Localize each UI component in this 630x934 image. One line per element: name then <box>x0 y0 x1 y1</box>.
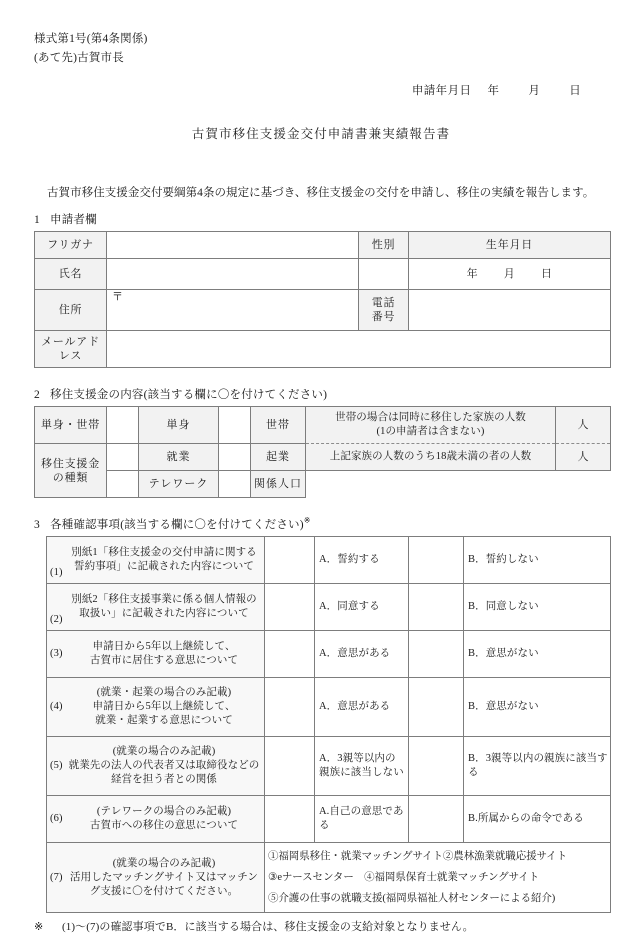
question-1-line1: 別紙1「移住支援金の交付申請に関する <box>71 547 257 558</box>
question-4-line1: (就業・起業の場合のみ記載) <box>96 687 232 698</box>
answer-1-b: B．誓約しない <box>464 537 611 584</box>
table-row-type-telework <box>35 471 611 498</box>
document-title: 古賀市移住支援金交付申請書兼実績報告書 <box>191 127 451 141</box>
empty-cell-1 <box>306 471 556 498</box>
table-row <box>47 537 611 584</box>
answer-3-b: B．意思がない <box>464 631 611 678</box>
question-5-line2: 就業先の法人の代表者又は取締役などの <box>68 760 260 771</box>
question-7-label <box>47 843 265 913</box>
confirmation-table <box>46 536 611 913</box>
question-1-line2: 誓約事項」に記載された内容について <box>74 561 254 572</box>
option-employment: 就業 <box>139 444 219 471</box>
telephone-label-line2: 番号 <box>371 311 396 323</box>
question-4-label <box>47 678 265 737</box>
email-label-line2: レス <box>58 350 83 362</box>
question-4-line3: 就業・起業する意思について <box>95 715 233 726</box>
option-related-population: 関係人口 <box>251 471 306 498</box>
circle-1-a[interactable] <box>265 537 315 584</box>
section2-heading <box>34 386 608 402</box>
table-row <box>47 678 611 737</box>
gender-input[interactable] <box>359 259 409 290</box>
telephone-label-line1: 電話 <box>371 297 396 309</box>
footnote-mark: ※ <box>34 921 44 933</box>
application-date-day[interactable]: 日 <box>569 85 581 97</box>
table-row-address <box>35 290 611 331</box>
answer-2-a: A．同意する <box>315 584 409 631</box>
question-4-line2: 申請日から5年以上継続して、 <box>92 701 236 712</box>
matching-site-line2[interactable]: ③eナースセンター ④福岡県保育士就業マッチングサイト <box>268 872 540 883</box>
circle-5-b[interactable] <box>409 737 464 796</box>
table-row-household <box>35 407 611 444</box>
table-row-email <box>35 331 611 368</box>
minor-count-description: 上記家族の人数のうち18歳未満の者の人数 <box>306 444 556 471</box>
section1-number: 1 <box>34 214 40 226</box>
telephone-label <box>359 290 409 331</box>
section2-number: 2 <box>34 389 40 401</box>
option-startup: 起業 <box>251 444 306 471</box>
question-7-line3: グ支援に〇を付けてください。 <box>89 885 239 897</box>
section1-title: 申請者欄 <box>50 214 97 226</box>
birth-year-unit: 年 <box>466 267 479 280</box>
answer-3-a: A．意思がある <box>315 631 409 678</box>
circle-4-b[interactable] <box>409 678 464 737</box>
question-7-line1: (就業の場合のみ記載) <box>112 857 216 869</box>
name-input[interactable] <box>107 259 359 290</box>
support-type-label <box>35 444 107 498</box>
footnote-text: (1)～(7)の確認事項でB．に該当する場合は、移住支援金の支給対象となりません。 <box>62 921 474 933</box>
matching-site-line3[interactable]: ⑤介護の仕事の就職支援(福岡県福祉人材センターによる紹介) <box>268 893 556 904</box>
table-row-type-employment <box>35 444 611 471</box>
question-5-line3: 経営を担う者との関係 <box>111 774 217 785</box>
question-3-line1: 申請日から5年以上継続して、 <box>92 641 236 652</box>
question-6-line1: (テレワークの場合のみ記載) <box>96 806 232 817</box>
family-count-unit[interactable]: 人 <box>556 407 611 444</box>
circle-startup[interactable] <box>219 444 251 471</box>
circle-employment[interactable] <box>107 444 139 471</box>
birthdate-input[interactable] <box>409 259 611 290</box>
question-3-label <box>47 631 265 678</box>
postal-mark-icon: 〒 <box>112 291 123 303</box>
application-date-label: 申請年月日 <box>411 85 472 97</box>
birth-day-unit: 日 <box>540 267 553 280</box>
furigana-label: フリガナ <box>35 232 107 259</box>
gender-label: 性別 <box>359 232 409 259</box>
empty-cell-2 <box>556 471 611 498</box>
question-5-line1: (就業の場合のみ記載) <box>112 746 216 757</box>
answer-5-b: B．3親等以内の親族に該当する <box>464 737 611 796</box>
applicant-table <box>34 231 611 368</box>
email-label-line1: メールアド <box>41 336 100 348</box>
table-row <box>47 631 611 678</box>
table-row <box>47 796 611 843</box>
table-row <box>47 584 611 631</box>
question-7-number: (7) <box>50 871 63 883</box>
option-telework: テレワーク <box>139 471 219 498</box>
circle-1-b[interactable] <box>409 537 464 584</box>
address-label: 住所 <box>35 290 107 331</box>
circle-2-a[interactable] <box>265 584 315 631</box>
lead-paragraph: 古賀市移住支援金交付要綱第4条の規定に基づき、移住支援金の交付を申請し、移住の実績を報告します。 <box>47 187 595 199</box>
question-3-number: (3) <box>50 648 63 659</box>
circle-5-a[interactable] <box>265 737 315 796</box>
table-row <box>47 843 611 913</box>
question-2-label <box>47 584 265 631</box>
answer-6-a: A.自己の意思である <box>315 796 409 843</box>
furigana-input[interactable] <box>107 232 359 259</box>
question-6-line2: 古賀市への移住の意思について <box>89 820 239 831</box>
section3-number: 3 <box>34 519 40 531</box>
question-1-label <box>47 537 265 584</box>
circle-household[interactable] <box>219 407 251 444</box>
answer-6-b: B.所属からの命令である <box>464 796 611 843</box>
birth-month-unit: 月 <box>503 267 516 280</box>
family-count-desc-line1: 世帯の場合は同時に移住した家族の人数 <box>335 412 526 423</box>
question-4-number: (4) <box>50 701 63 712</box>
circle-telework[interactable] <box>107 471 139 498</box>
family-count-desc-line2: (1の申請者は含まない) <box>376 426 485 437</box>
option-household: 世帯 <box>251 407 306 444</box>
household-label: 単身・世帯 <box>35 407 107 444</box>
matching-sites-options[interactable] <box>265 843 611 913</box>
circle-6-a[interactable] <box>265 796 315 843</box>
telephone-input[interactable] <box>409 290 611 331</box>
application-date-year[interactable]: 年 <box>487 85 499 97</box>
application-date-line <box>34 82 608 98</box>
answer-1-a: A．誓約する <box>315 537 409 584</box>
circle-6-b[interactable] <box>409 796 464 843</box>
question-2-line1: 別紙2「移住支援事業に係る個人情報の <box>71 594 257 605</box>
circle-3-a[interactable] <box>265 631 315 678</box>
question-2-line2: 取扱い」に記載された内容について <box>79 608 249 619</box>
circle-2-b[interactable] <box>409 584 464 631</box>
email-input[interactable] <box>107 331 611 368</box>
section3-heading <box>34 516 608 532</box>
question-1-number: (1) <box>50 567 63 578</box>
circle-4-a[interactable] <box>265 678 315 737</box>
application-date-month[interactable]: 月 <box>528 85 540 97</box>
section3-heading-mark: ※ <box>303 516 311 526</box>
question-3-line2: 古賀市に居住する意思について <box>89 655 239 666</box>
question-7-line2: 活用したマッチングサイト又はマッチン <box>70 871 258 883</box>
answer-4-a: A．意思がある <box>315 678 409 737</box>
circle-related-population[interactable] <box>219 471 251 498</box>
table-row <box>47 737 611 796</box>
minor-count-unit[interactable]: 人 <box>556 444 611 471</box>
question-6-label <box>47 796 265 843</box>
name-label: 氏名 <box>35 259 107 290</box>
question-2-number: (2) <box>50 614 63 625</box>
footnote <box>34 918 608 934</box>
table-row-furigana <box>35 232 611 259</box>
support-type-label-line1: 移住支援金 <box>41 457 100 470</box>
matching-site-line1[interactable]: ①福岡県移住・就業マッチングサイト②農林漁業就職応援サイト <box>268 851 567 862</box>
form-number: 様式第1号(第4条関係) <box>34 33 148 45</box>
address-input[interactable] <box>107 290 359 331</box>
circle-single[interactable] <box>107 407 139 444</box>
question-6-number: (6) <box>50 813 63 824</box>
family-count-description <box>306 407 556 444</box>
answer-4-b: B．意思がない <box>464 678 611 737</box>
answer-5-a: A．3親等以内の親族に該当しない <box>315 737 409 796</box>
question-5-number: (5) <box>50 760 63 771</box>
support-type-label-line2: の種類 <box>52 471 89 484</box>
question-5-label <box>47 737 265 796</box>
section2-title: 移住支援金の内容(該当する欄に〇を付けてください) <box>50 389 328 401</box>
table-row-name <box>35 259 611 290</box>
section1-heading <box>34 211 608 227</box>
email-label <box>35 331 107 368</box>
support-type-table <box>34 406 611 498</box>
addressee-line: (あて先)古賀市長 <box>34 52 124 64</box>
section3-title: 各種確認事項(該当する欄に〇を付けてください) <box>50 519 304 531</box>
birthdate-label: 生年月日 <box>409 232 611 259</box>
answer-2-b: B．同意しない <box>464 584 611 631</box>
circle-3-b[interactable] <box>409 631 464 678</box>
option-single: 単身 <box>139 407 219 444</box>
